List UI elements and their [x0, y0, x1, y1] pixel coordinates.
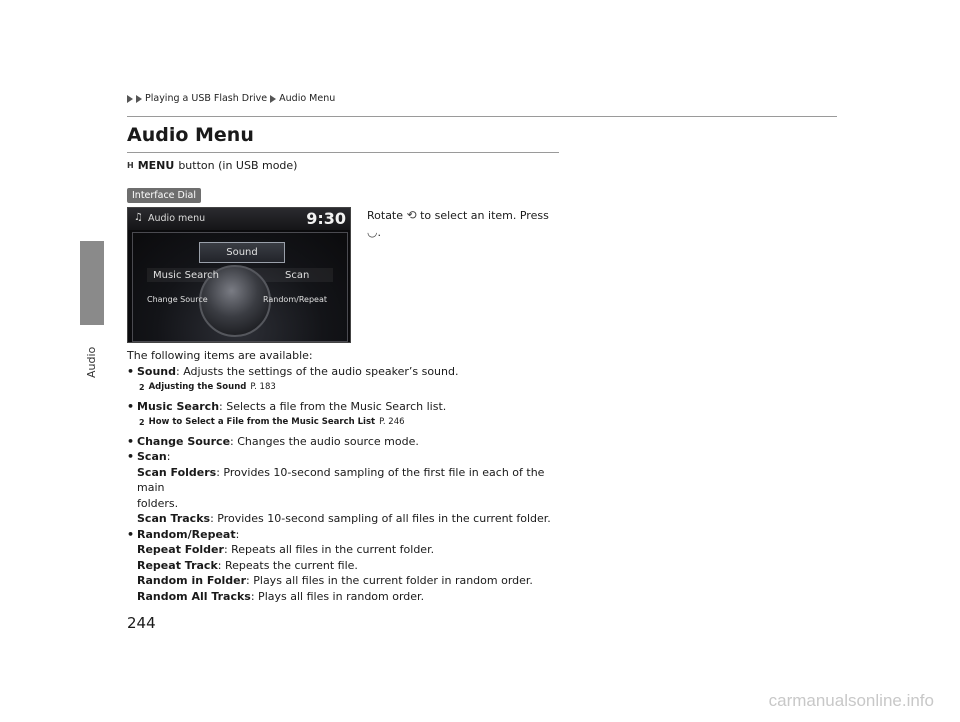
menu-instruction-text: button (in USB mode) [178, 159, 298, 172]
option-change-source[interactable]: Change Source [147, 295, 208, 304]
desc-music-search: : Selects a file from the Music Search list. [219, 399, 447, 413]
breadcrumb-arrow-icon [270, 95, 276, 103]
list-item-scan [127, 449, 557, 465]
list-item-change-source [127, 434, 557, 450]
item-list [127, 348, 557, 604]
screen-title: Audio menu [148, 213, 206, 224]
desc-sound: : Adjusts the settings of the audio speaker’s sound. [176, 364, 459, 378]
ref-sound-page[interactable]: P. 183 [250, 382, 276, 392]
music-note-icon: ♫ [134, 212, 143, 223]
repeat-track [137, 558, 557, 574]
term-scan: Scan [137, 450, 167, 463]
breadcrumb-arrow-icon [136, 95, 142, 103]
desc-scan-tracks: : Provides 10-second sampling of all files in the current folder. [210, 512, 551, 525]
bullet-icon: • [127, 399, 135, 413]
term-random-in-folder: Random in Folder [137, 574, 247, 587]
option-scan[interactable]: Scan [285, 270, 310, 281]
ref-music-search[interactable] [139, 415, 557, 431]
breadcrumb-parent[interactable]: Playing a USB Flash Drive [145, 93, 268, 104]
screen-body [132, 232, 348, 342]
term-random-all-tracks: Random All Tracks [137, 589, 251, 603]
repeat-folder [137, 542, 557, 558]
breadcrumb-arrow-icon [127, 95, 133, 103]
desc-repeat-folder: : Repeats all files in the current folder. [223, 543, 435, 556]
watermark: carmanualsonline.info [768, 691, 934, 710]
term-music-search: Music Search [137, 399, 220, 413]
term-repeat-folder: Repeat Folder [137, 543, 224, 556]
list-item-sound [127, 364, 557, 380]
term-repeat-track: Repeat Track [137, 558, 218, 572]
bullet-icon: • [127, 364, 135, 378]
scan-tracks [137, 511, 557, 527]
rotate-text-1: Rotate [367, 209, 404, 222]
scan-colon: : [166, 450, 171, 463]
term-sound: Sound [137, 364, 177, 378]
menu-button-label: MENU [137, 159, 175, 172]
breadcrumb [127, 93, 335, 104]
bullet-icon: • [127, 434, 135, 448]
menu-instruction [127, 159, 297, 172]
random-colon: : [235, 527, 240, 541]
desc-scan-folders: : Provides 10-second sampling of the first file in each of the main [137, 465, 545, 494]
term-scan-folders: Scan Folders [137, 465, 217, 479]
page-title: Audio Menu [127, 124, 254, 146]
term-scan-tracks: Scan Tracks [137, 512, 211, 525]
bullet-icon: • [127, 450, 135, 463]
random-in-folder [137, 573, 557, 589]
page-number: 244 [127, 614, 156, 632]
rotate-instruction [367, 207, 557, 241]
option-random-repeat[interactable]: Random/Repeat [263, 295, 327, 304]
home-icon: H [127, 161, 134, 170]
header-divider [127, 116, 837, 117]
option-music-search[interactable]: Music Search [153, 270, 219, 281]
desc-random-all-tracks: : Plays all files in random order. [250, 589, 425, 603]
ref-arrow-icon: 2 [139, 418, 145, 427]
breadcrumb-current: Audio Menu [279, 93, 336, 104]
option-sound[interactable]: Sound [199, 242, 285, 263]
rotate-dial-icon: ⟲ [406, 208, 417, 222]
bullet-icon: • [127, 527, 135, 541]
rotate-text-2: to select an item. Press [420, 209, 549, 222]
ref-arrow-icon: 2 [139, 383, 145, 392]
interface-dial-badge: Interface Dial [127, 188, 201, 203]
title-divider [127, 152, 559, 153]
ref-music-title[interactable]: How to Select a File from the Music Search List [148, 417, 376, 427]
list-item-music-search [127, 399, 557, 415]
desc-repeat-track: : Repeats the current file. [217, 558, 358, 572]
ref-music-page[interactable]: P. 246 [379, 417, 405, 427]
list-item-random-repeat [127, 527, 557, 543]
screen-clock: 9:30 [306, 209, 346, 228]
term-change-source: Change Source [137, 434, 231, 448]
scan-folders-cont: folders. [137, 496, 179, 510]
rotate-text-3: . [377, 226, 381, 239]
scan-folders [137, 465, 557, 496]
random-all-tracks [137, 589, 557, 605]
audio-menu-screenshot [127, 207, 351, 343]
sidebar-label: Audio [85, 346, 98, 378]
ref-sound[interactable] [139, 380, 557, 396]
press-dial-icon: ◡ [367, 225, 378, 239]
intro-text: The following items are available: [127, 349, 313, 362]
desc-random-in-folder: : Plays all files in the current folder in random order. [246, 574, 533, 587]
screen-header [128, 208, 350, 230]
desc-change-source: : Changes the audio source mode. [230, 434, 419, 448]
term-random-repeat: Random/Repeat [137, 527, 236, 541]
ref-sound-title[interactable]: Adjusting the Sound [148, 382, 247, 392]
